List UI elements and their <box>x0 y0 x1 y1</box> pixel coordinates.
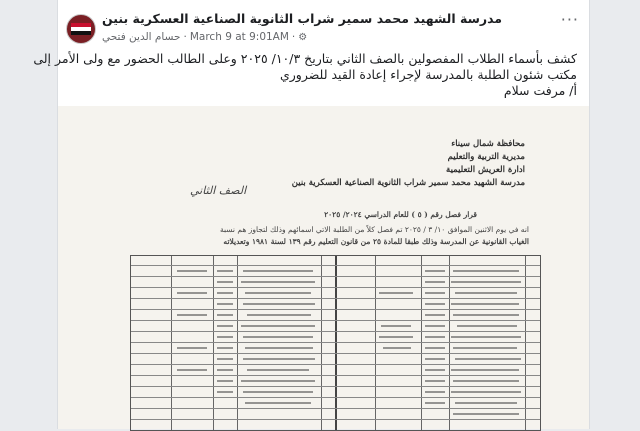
doc-handwritten-class: الصف الثاني <box>190 184 247 197</box>
post-image-document[interactable] <box>58 106 589 429</box>
doc-decision-line: قرار فصل رقم ( ٥ ) للعام الدراسي ٢٠٢٤/ ٢٠٢٥ <box>324 210 477 219</box>
author-name[interactable]: حسام الدين فتحي <box>102 31 181 43</box>
more-options-button[interactable]: ··· <box>560 10 579 29</box>
students-table <box>130 255 541 431</box>
doc-header-directorate: مديرية التربية والتعليم <box>447 152 525 162</box>
page-avatar[interactable] <box>66 14 96 44</box>
post-meta <box>102 31 307 43</box>
post-header <box>58 0 589 46</box>
post-text-line-1: كشف بأسماء الطلاب المفصولين بالصف الثاني بتاريخ ١٠/٣/ ٢٠٢٥ وعلى الطالب الحضور مع ولى الأمر إلى <box>33 51 577 66</box>
doc-header-governorate: محافظة شمال سيناء <box>451 139 525 149</box>
post-text-line-3: أ/ مرفت سلام <box>503 83 577 98</box>
facebook-post-card <box>33 0 590 429</box>
post-text-line-2: مكتب شئون الطلبة بالمدرسة لإجراء إعادة القيد للضروري <box>279 67 577 82</box>
post-text <box>33 51 577 99</box>
meta-separator-2: · <box>291 31 296 43</box>
meta-separator: · <box>183 31 187 43</box>
page-name-link[interactable]: مدرسة الشهيد محمد سمير شراب الثانوية الصناعية العسكرية بنين <box>102 11 503 26</box>
gear-icon: ⚙ <box>298 31 308 43</box>
post-date[interactable]: March 9 at 9:01AM <box>189 31 289 43</box>
doc-body-line-2: الغياب القانونية عن المدرسة وذلك طبقا للمادة ٢٥ من قانون التعليم رقم ١٣٩ لسنة ١٩٨١ وتعديلاته <box>223 237 529 246</box>
flag-icon <box>71 23 91 35</box>
doc-header-administration: ادارة العريش التعليمية <box>446 165 525 175</box>
doc-header-school: مدرسة الشهيد محمد سمير شراب الثانوية الصناعية العسكرية بنين <box>291 178 525 188</box>
doc-body-line-1: انه في يوم الاثنين الموافق ١٠/ ٣ / ٢٠٢٥ تم فصل كلاً من الطلبة الاتي اسمائهم وذلك لتجاوز هم نسبة <box>219 225 529 234</box>
